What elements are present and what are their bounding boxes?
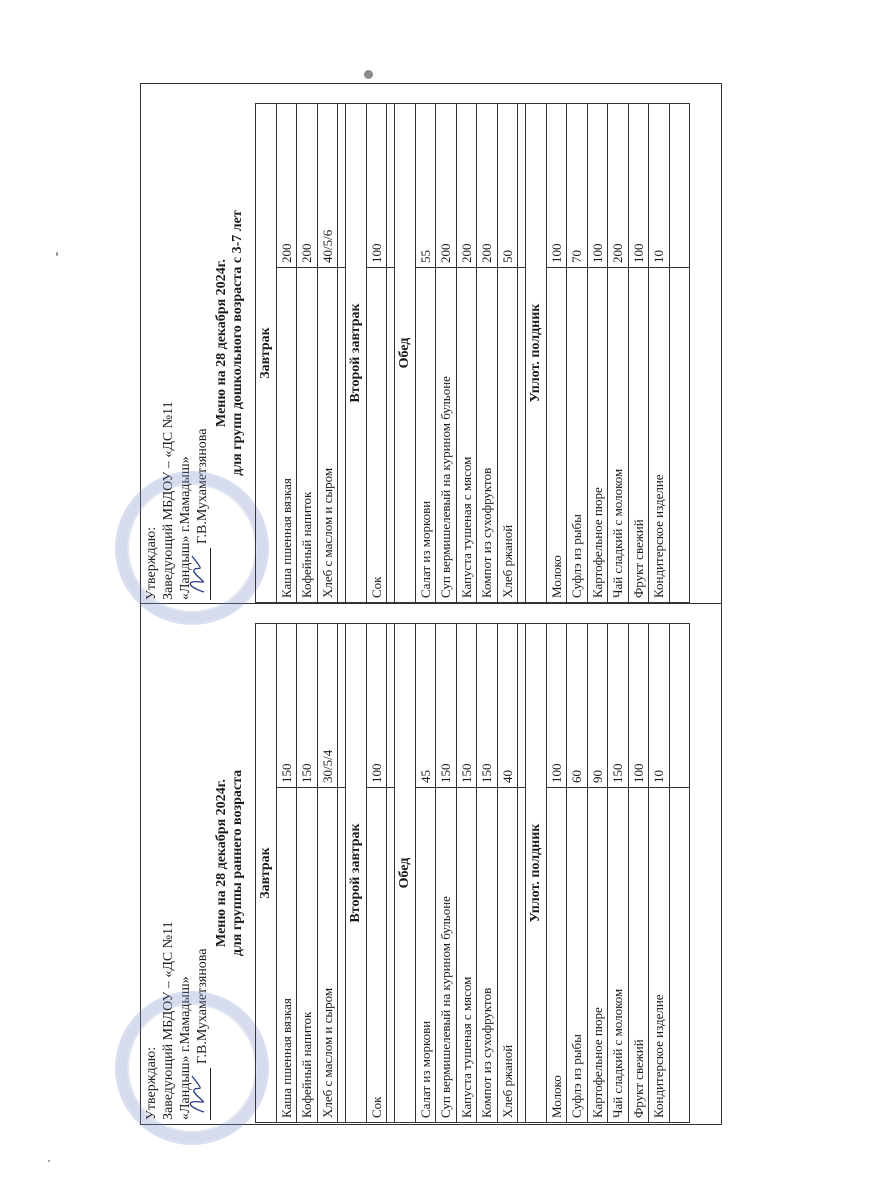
dish-name: Картофельное пюре bbox=[588, 267, 608, 602]
dish-name: Молоко bbox=[547, 267, 567, 602]
dish-weight: 40/5/6 bbox=[319, 229, 335, 263]
dish-name: Салат из моркови bbox=[416, 267, 436, 602]
handwritten-signature bbox=[184, 552, 210, 596]
table-row bbox=[547, 624, 568, 1122]
approve-label: Утверждаю: bbox=[144, 1046, 159, 1120]
table-row bbox=[277, 104, 298, 602]
scan-speck bbox=[56, 252, 58, 256]
meal-heading-label: Обед bbox=[397, 857, 412, 889]
table-row bbox=[588, 104, 609, 602]
dish-weight: 60 bbox=[569, 770, 584, 783]
dish-weight: 150 bbox=[299, 763, 314, 783]
dish-weight: 30/5/4 bbox=[319, 749, 335, 783]
dish-weight: 150 bbox=[438, 763, 453, 783]
dish-name: Компот из сухофруктов bbox=[477, 787, 497, 1122]
dish-weight: 150 bbox=[278, 763, 294, 783]
dish-weight: 100 bbox=[630, 243, 646, 263]
dish-weight: 10 bbox=[651, 250, 666, 263]
organization-name: «Ландыш» г.Мамадыш» bbox=[178, 976, 193, 1120]
dish-name: Хлеб ржаной bbox=[498, 787, 518, 1122]
blank-row bbox=[338, 104, 346, 602]
dish-name: Сок bbox=[367, 267, 387, 602]
meal-heading-label: Уплот. полдник bbox=[528, 823, 543, 923]
dish-name: Молоко bbox=[547, 787, 567, 1122]
meal-heading-label: Уплот. полдник bbox=[528, 303, 543, 403]
menu-table bbox=[255, 623, 690, 1123]
dish-name: Суфлэ из рыбы bbox=[567, 787, 587, 1122]
menu-subtitle: для группы раннего возраста bbox=[230, 769, 245, 957]
menu-panel-early-age bbox=[143, 603, 722, 1123]
dish-weight: 100 bbox=[368, 763, 384, 783]
table-row bbox=[649, 104, 670, 602]
table-row bbox=[318, 624, 339, 1122]
dish-name: Картофельное пюре bbox=[588, 787, 608, 1122]
table-row bbox=[457, 104, 478, 602]
blank-row bbox=[518, 624, 526, 1122]
dish-weight: 200 bbox=[458, 243, 474, 263]
table-row bbox=[608, 624, 629, 1122]
signature-blank bbox=[196, 548, 211, 600]
dish-name: Каша пшенная вязкая bbox=[277, 267, 297, 602]
meal-heading bbox=[526, 104, 547, 602]
menu-table bbox=[255, 103, 690, 603]
organization-name: «Ландыш» г.Мамадыш» bbox=[178, 456, 193, 600]
table-row bbox=[477, 104, 498, 602]
dish-weight: 45 bbox=[417, 770, 433, 783]
dish-weight: 200 bbox=[299, 243, 314, 263]
signer-name: Г.В.Мухаметзянова bbox=[195, 948, 210, 1064]
dish-name: Салат из моркови bbox=[416, 787, 436, 1122]
dish-weight: 100 bbox=[548, 243, 564, 263]
table-row bbox=[629, 624, 650, 1122]
dish-weight: 100 bbox=[548, 763, 564, 783]
table-row bbox=[567, 624, 588, 1122]
dish-weight: 50 bbox=[499, 250, 515, 263]
dish-weight: 150 bbox=[610, 763, 625, 783]
menu-subtitle: для групп дошкольного возраста с 3-7 лет bbox=[230, 210, 245, 476]
dish-name: Компот из сухофруктов bbox=[477, 267, 497, 602]
table-row bbox=[547, 104, 568, 602]
blank-row bbox=[387, 624, 395, 1122]
dish-name: Чай сладкий с молоком bbox=[608, 267, 628, 602]
meal-heading-label: Второй завтрак bbox=[348, 823, 363, 923]
dish-weight: 70 bbox=[569, 250, 584, 263]
dish-weight: 100 bbox=[589, 243, 605, 263]
table-row bbox=[608, 104, 629, 602]
dish-weight: 150 bbox=[458, 763, 474, 783]
table-row bbox=[297, 624, 318, 1122]
dish-name: Кондитерское изделие bbox=[649, 267, 669, 602]
table-row bbox=[416, 624, 437, 1122]
meal-heading-label: Обед bbox=[397, 337, 412, 369]
dish-name: Фрукт свежий bbox=[629, 267, 649, 602]
dish-weight: 200 bbox=[479, 243, 494, 263]
dish-name: Кофейный напиток bbox=[297, 267, 317, 602]
dish-name: Капуста тушеная с мясом bbox=[457, 267, 477, 602]
dish-name: Сок bbox=[367, 787, 387, 1122]
table-row bbox=[277, 624, 298, 1122]
meal-heading bbox=[346, 624, 367, 1122]
dish-name: Хлеб с маслом и сыром bbox=[318, 787, 338, 1122]
dish-name: Суп вермишелевый на курином бульоне bbox=[436, 787, 456, 1122]
table-row bbox=[629, 104, 650, 602]
head-position: Заведующий МБДОУ – «ДС №11 bbox=[161, 921, 176, 1120]
dish-weight: 100 bbox=[368, 243, 384, 263]
blank-row bbox=[670, 624, 691, 1122]
table-row bbox=[498, 104, 519, 602]
dish-weight: 90 bbox=[589, 770, 605, 783]
dish-name: Каша пшенная вязкая bbox=[277, 787, 297, 1122]
blank-row bbox=[518, 104, 526, 602]
dish-weight: 200 bbox=[438, 243, 453, 263]
table-row bbox=[457, 624, 478, 1122]
dish-name: Капуста тушеная с мясом bbox=[457, 787, 477, 1122]
dish-name: Фрукт свежий bbox=[629, 787, 649, 1122]
dish-name: Хлеб с маслом и сыром bbox=[318, 267, 338, 602]
table-row bbox=[318, 104, 339, 602]
dish-weight: 150 bbox=[479, 763, 494, 783]
dish-weight: 10 bbox=[651, 770, 666, 783]
meal-heading bbox=[395, 104, 416, 602]
meal-heading bbox=[526, 624, 547, 1122]
table-row bbox=[367, 104, 388, 602]
approval-block bbox=[143, 603, 243, 1123]
table-row bbox=[416, 104, 437, 602]
scan-speck bbox=[48, 1160, 50, 1162]
meal-heading bbox=[256, 624, 277, 1122]
table-row bbox=[436, 104, 457, 602]
table-row bbox=[588, 624, 609, 1122]
menu-title: Меню на 28 декабря 2024г. bbox=[214, 259, 229, 427]
approval-block bbox=[143, 83, 243, 603]
signature-blank bbox=[196, 1068, 211, 1120]
meal-heading-label: Второй завтрак bbox=[348, 303, 363, 403]
dish-name: Кондитерское изделие bbox=[649, 787, 669, 1122]
table-row bbox=[367, 624, 388, 1122]
blank-row bbox=[387, 104, 395, 602]
blank-row bbox=[338, 624, 346, 1122]
dish-name: Кофейный напиток bbox=[297, 787, 317, 1122]
dish-name: Суп вермишелевый на курином бульоне bbox=[436, 267, 456, 602]
dish-name: Хлеб ржаной bbox=[498, 267, 518, 602]
menu-title: Меню на 28 декабря 2024г. bbox=[214, 779, 229, 947]
head-position: Заведующий МБДОУ – «ДС №11 bbox=[161, 401, 176, 600]
meal-heading-label: Завтрак bbox=[258, 327, 273, 379]
dish-weight: 200 bbox=[278, 243, 294, 263]
blank-row bbox=[670, 104, 691, 602]
dish-weight: 100 bbox=[630, 763, 646, 783]
meal-heading bbox=[256, 104, 277, 602]
approve-label: Утверждаю: bbox=[144, 526, 159, 600]
meal-heading bbox=[346, 104, 367, 602]
table-row bbox=[297, 104, 318, 602]
dish-weight: 55 bbox=[417, 250, 433, 263]
dish-name: Чай сладкий с молоком bbox=[608, 787, 628, 1122]
menu-panel-preschool bbox=[143, 83, 722, 603]
table-row bbox=[498, 624, 519, 1122]
handwritten-signature bbox=[184, 1072, 210, 1116]
table-row bbox=[649, 624, 670, 1122]
table-row bbox=[436, 624, 457, 1122]
dish-weight: 200 bbox=[610, 243, 625, 263]
signer-name: Г.В.Мухаметзянова bbox=[195, 428, 210, 544]
scan-speck bbox=[364, 70, 373, 79]
table-row bbox=[477, 624, 498, 1122]
meal-heading bbox=[395, 624, 416, 1122]
dish-name: Суфлэ из рыбы bbox=[567, 267, 587, 602]
meal-heading-label: Завтрак bbox=[258, 847, 273, 899]
table-row bbox=[567, 104, 588, 602]
dish-weight: 40 bbox=[499, 770, 515, 783]
